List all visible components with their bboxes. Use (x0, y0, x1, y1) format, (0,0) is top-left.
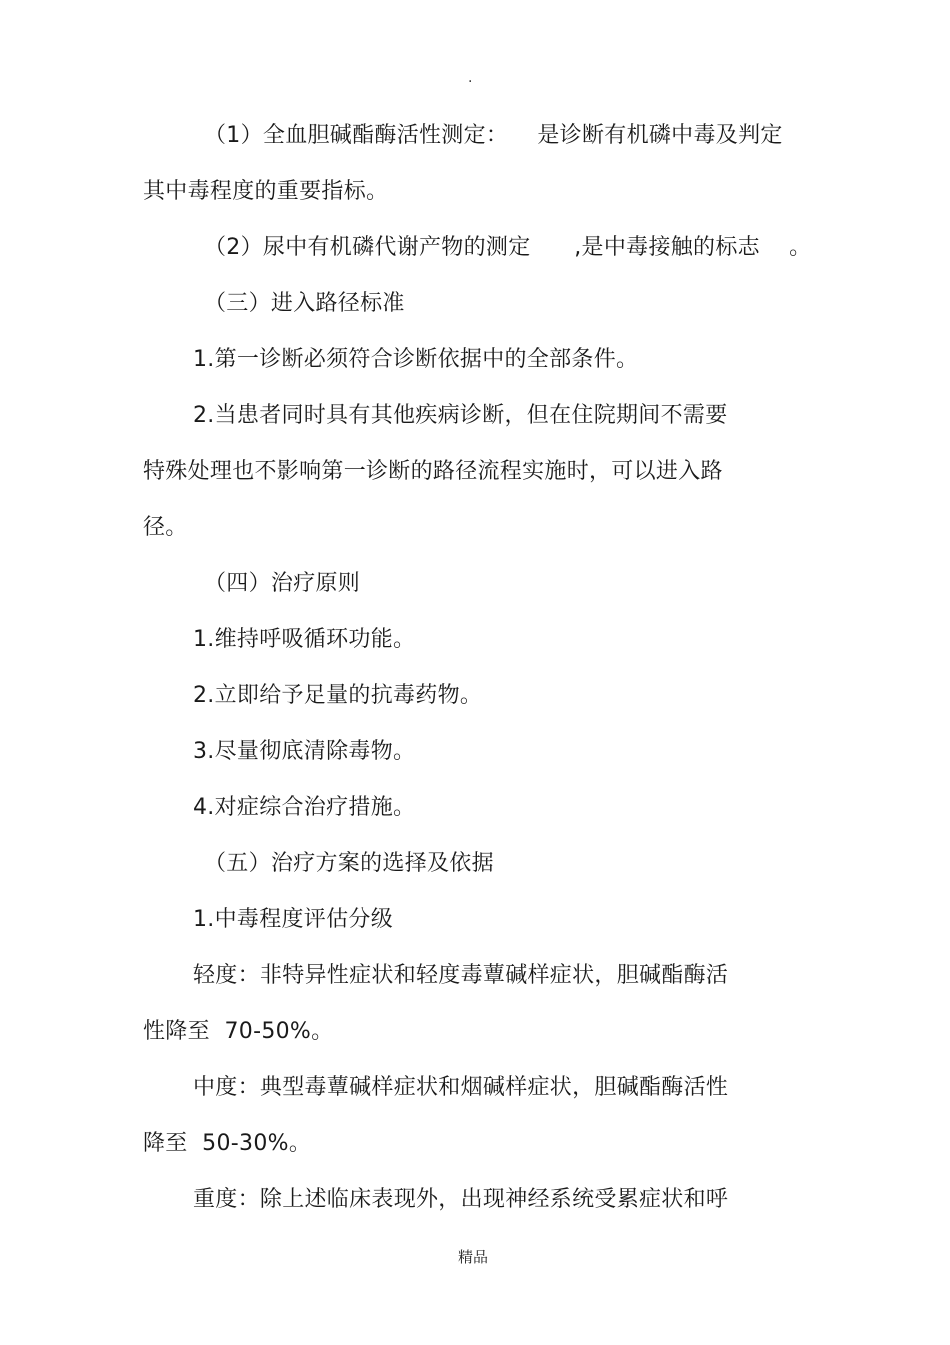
text-line: 性降至 70-50%。 (143, 1019, 334, 1044)
section-heading: （四）治疗原则 (204, 571, 361, 596)
text-line: （2）尿中有机磷代谢产物的测定 ,是中毒接触的标志 。 (204, 235, 812, 260)
text-line: 3.尽量彻底清除毒物。 (193, 739, 416, 764)
text-line: 2.立即给予足量的抗毒药物。 (193, 683, 483, 708)
section-heading: （三）进入路径标准 (204, 291, 405, 316)
text-line: 降至 50-30%。 (143, 1131, 312, 1156)
section-heading: （五）治疗方案的选择及依据 (204, 851, 494, 876)
text-line: 中度：典型毒蕈碱样症状和烟碱样症状，胆碱酯酶活性 (193, 1075, 729, 1100)
text-line: 1.维持呼吸循环功能。 (193, 627, 416, 652)
footer-label: 精品 (458, 1248, 489, 1266)
text-line: 径。 (143, 515, 188, 540)
text-line: 轻度：非特异性症状和轻度毒蕈碱样症状，胆碱酯酶活 (193, 963, 729, 988)
text-line: 重度：除上述临床表现外，出现神经系统受累症状和呼 (193, 1187, 729, 1212)
text-line: 特殊处理也不影响第一诊断的路径流程实施时，可以进入路 (143, 459, 723, 484)
header-dot: . (468, 70, 473, 86)
text-line: 1.中毒程度评估分级 (193, 907, 393, 932)
text-line: 2.当患者同时具有其他疾病诊断，但在住院期间不需要 (193, 403, 728, 428)
text-line: 其中毒程度的重要指标。 (143, 179, 389, 204)
text-line: 1.第一诊断必须符合诊断依据中的全部条件。 (193, 347, 639, 372)
text-line: （1）全血胆碱酯酶活性测定： 是诊断有机磷中毒及判定 (204, 123, 783, 148)
text-line: 4.对症综合治疗措施。 (193, 795, 416, 820)
